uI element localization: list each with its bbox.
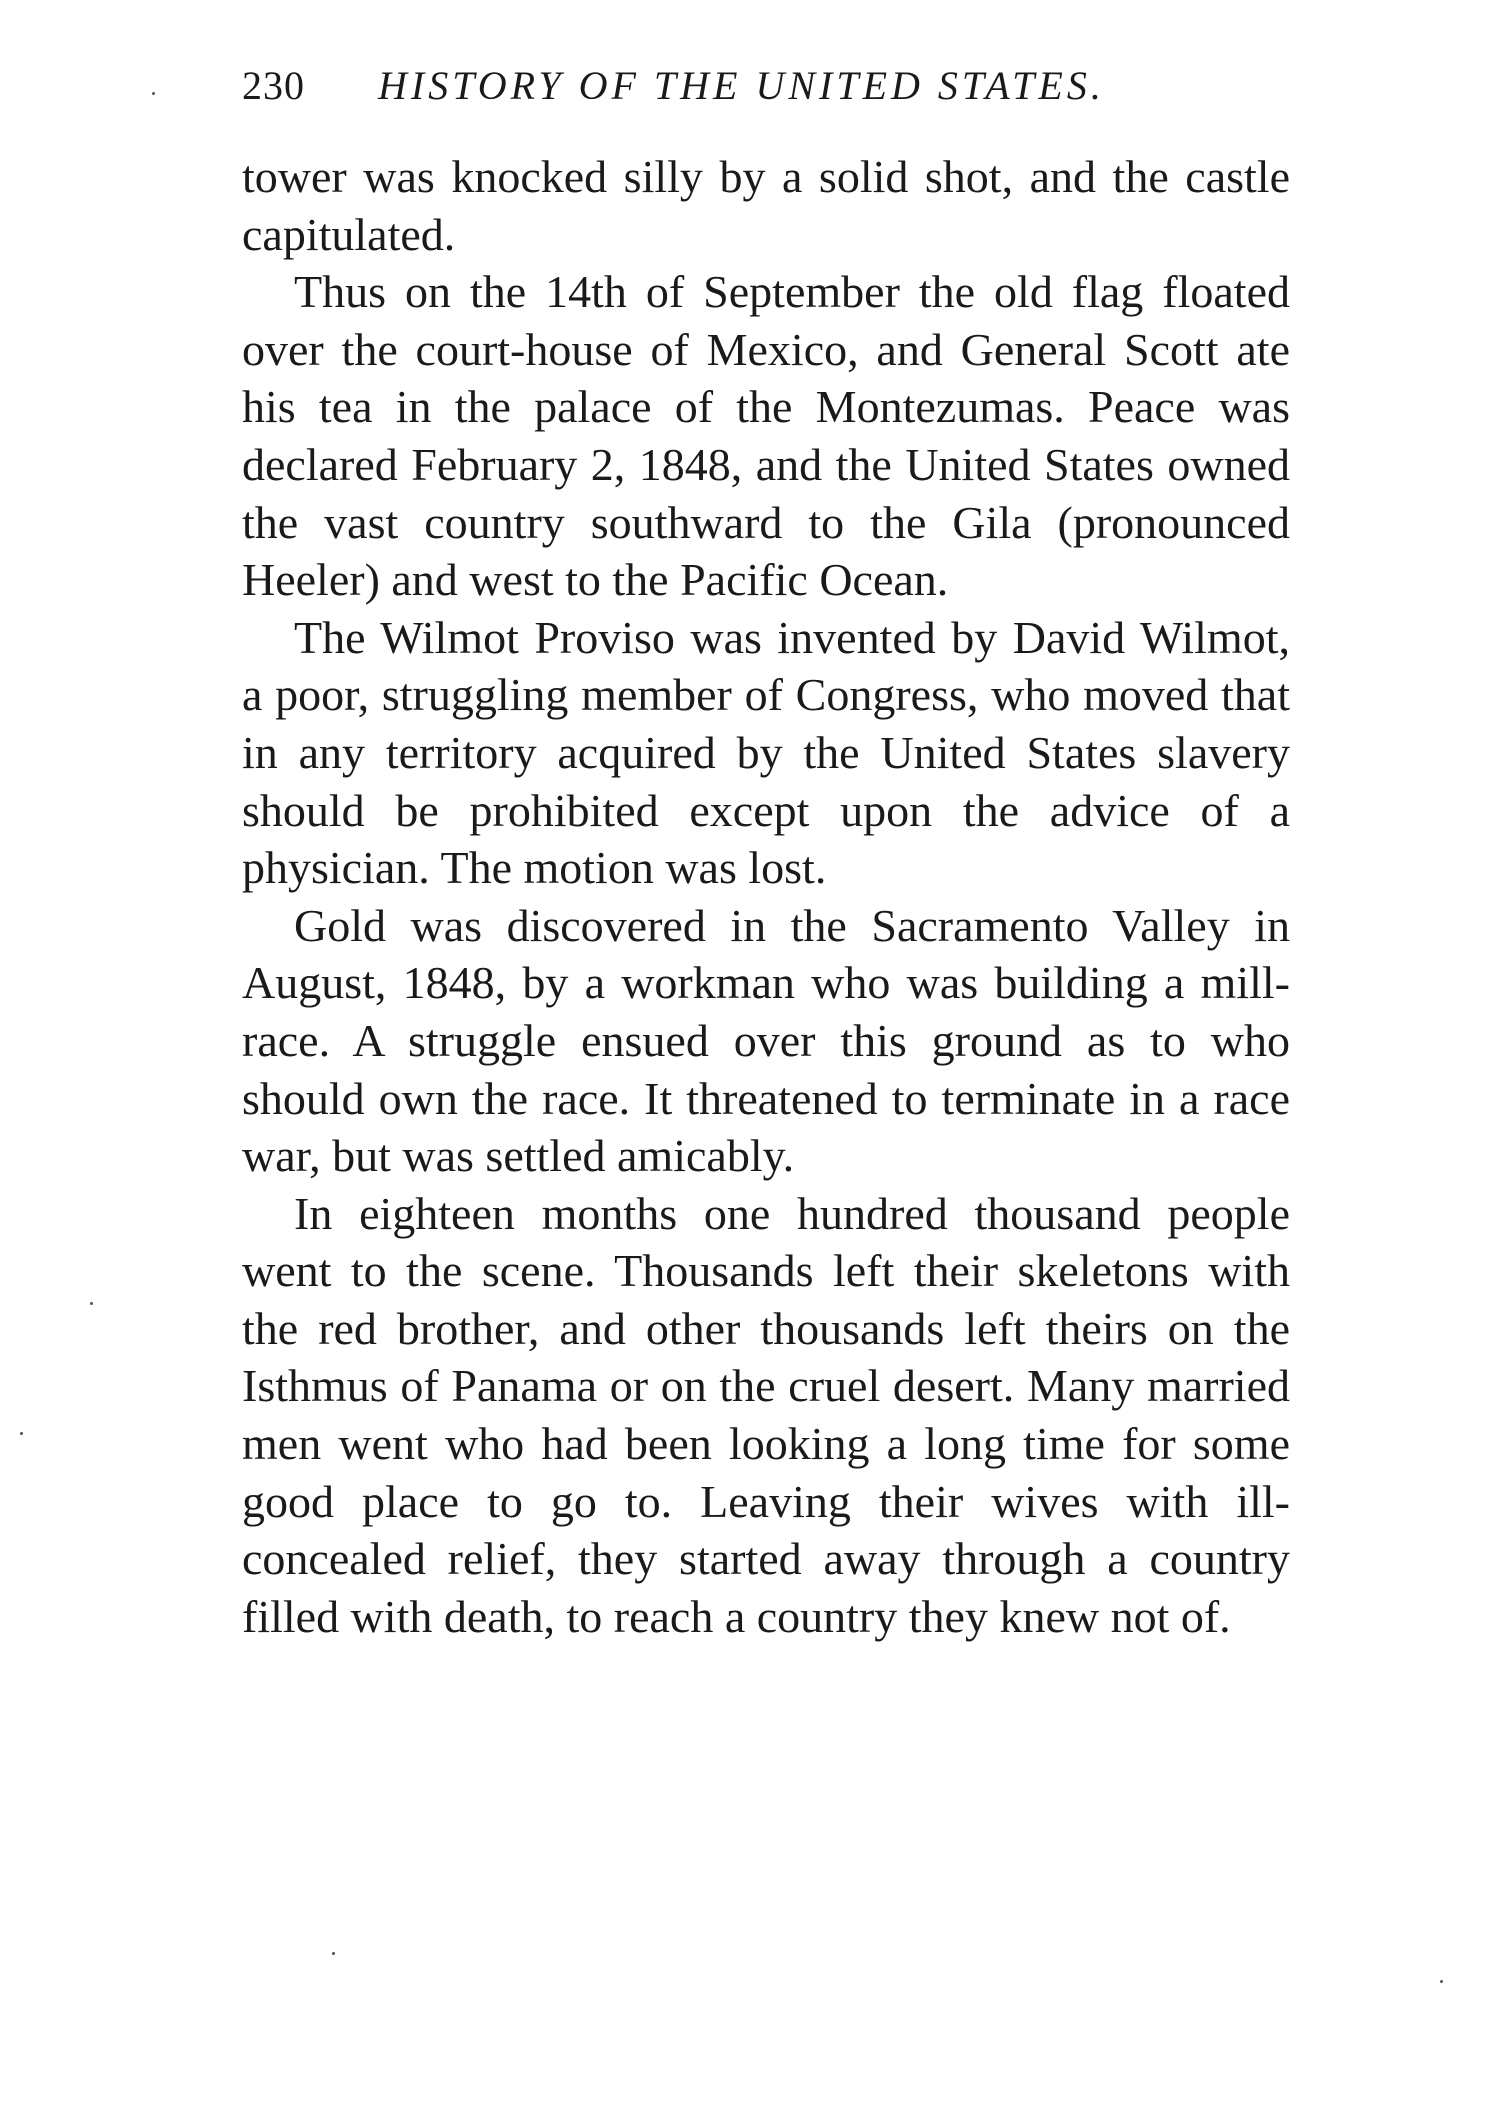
scan-speck <box>332 1952 335 1955</box>
paragraph-mexico-city: Thus on the 14th of September the old flag floated over the court-house of Mexico, and General Scott ate his tea in the palace of the Montezumas. Peace was declared February 2, 1848, and the United States owned the vast country southward to the Gila (pronounced Heeler) and west to the Pacific Ocean. <box>242 266 1290 606</box>
paragraph-gold-discovery: Gold was discovered in the Sacramento Valley in August, 1848, by a workman who was building a mill-race. A struggle ensued over this ground as to who should own the race. It threatened to terminate in a race war, but was settled amicably. <box>242 899 1290 1182</box>
scan-speck <box>1440 1980 1443 1983</box>
paragraph-gold-rush: In eighteen months one hundred thousand people went to the scene. Thousands left their skeletons with the red brother, and other thousands left theirs on the Isthmus of Panama or on the cruel desert. Many married men went who had been looking a long time for some good place to go to. Leaving their wives with ill-concealed relief, they started away through a country filled with death, to reach a country they knew not of. <box>242 1187 1290 1642</box>
scan-speck <box>152 92 155 95</box>
running-head <box>242 62 1282 122</box>
paragraph-wilmot-proviso: The Wilmot Proviso was invented by David Wilmot, a poor, struggling member of Congress, who moved that in any territory acquired by the United States slavery should be prohibited except upon the advice of a physician. The motion was lost. <box>242 611 1290 894</box>
scan-speck <box>90 1302 93 1305</box>
scan-speck <box>20 1432 23 1435</box>
page-number: 230 <box>242 63 305 108</box>
running-title: HISTORY OF THE UNITED STATES. <box>378 63 1105 108</box>
body-text <box>242 148 1290 1645</box>
paragraph-continuation: tower was knocked silly by a solid shot, and the castle capitulated. <box>242 151 1290 260</box>
